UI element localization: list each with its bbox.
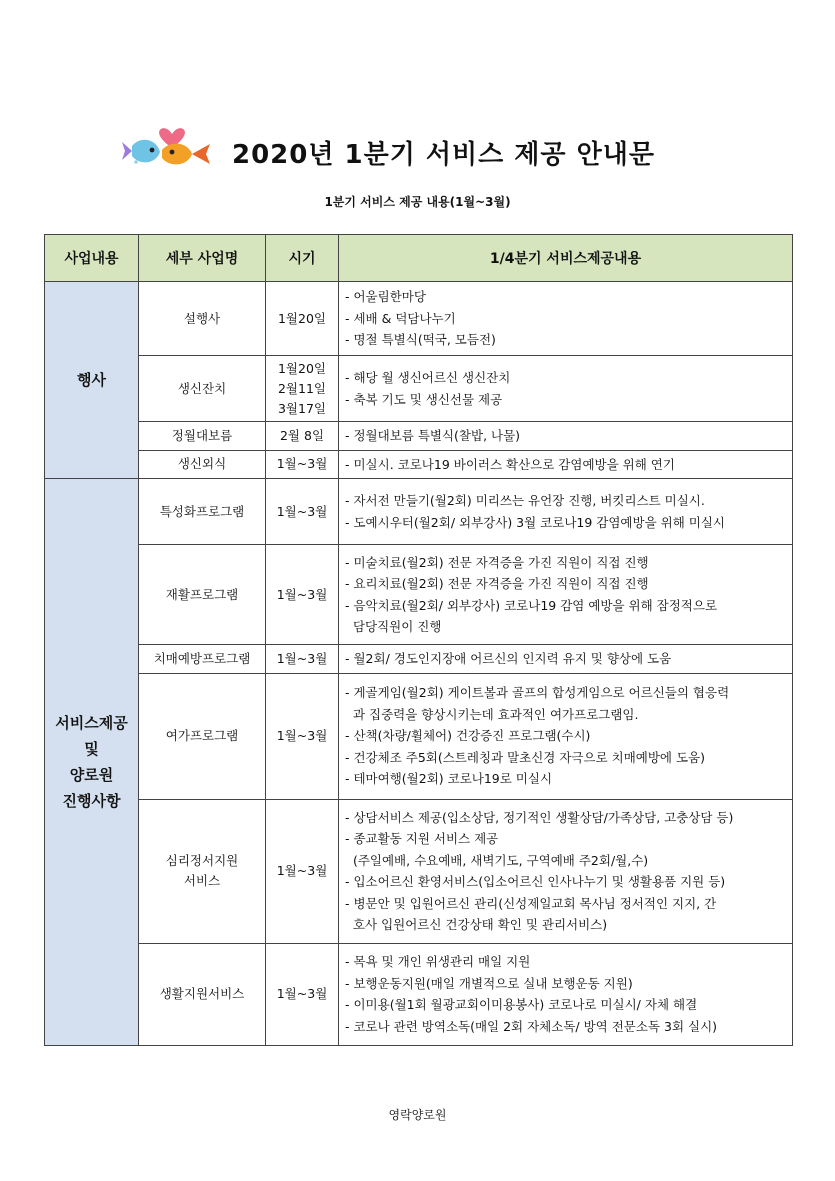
- content-item: - 병문안 및 입원어르신 관리(신성제일교회 목사님 정서적인 지지, 간: [345, 895, 717, 911]
- content-item: 담당직원이 진행: [345, 619, 442, 634]
- program-name: 설행사: [183, 310, 221, 326]
- table-row: [45, 356, 793, 422]
- content-item: - 건강체조 주5회(스트레칭과 말초신경 자극으로 치매예방에 도움): [345, 749, 706, 765]
- content-item: - 도예시우터(월2회/ 외부강사) 3월 코로나19 감염예방을 위해 미실시: [345, 514, 725, 530]
- content-item: 호사 입원어르신 건강상태 확인 및 관리서비스): [345, 917, 608, 932]
- content-item: (주일예배, 수요예배, 새벽기도, 구역예배 주2회/월,수): [345, 852, 649, 868]
- content-item: - 자서전 만들기(월2회) 미리쓰는 유언장 진행, 버킷리스트 미실시.: [345, 493, 705, 508]
- program-name-cell: [139, 799, 266, 943]
- content-item: - 정월대보름 특별식(찰밥, 나물): [345, 428, 521, 443]
- table-row: [45, 450, 793, 479]
- program-name-cell: [139, 943, 266, 1045]
- period-text: 1월~3월: [276, 986, 328, 1001]
- content-item: - 해당 월 생신어르신 생신잔치: [345, 370, 511, 385]
- program-name-cell: [139, 545, 266, 645]
- program-name: 여가프로그램: [165, 728, 239, 743]
- period-text: 2월11일: [277, 380, 326, 396]
- table-row: [45, 422, 793, 451]
- content-cell: [339, 545, 793, 645]
- program-name-cell: [139, 282, 266, 356]
- content-item: - 요리치료(월2회) 전문 자격증을 가진 직원이 직접 진행: [345, 576, 649, 591]
- period-text: 1월20일: [277, 310, 326, 326]
- period-text: 1월~3월: [276, 586, 328, 602]
- column-header-period: 시기: [266, 235, 339, 282]
- fish-heart-logo-icon: [122, 120, 222, 172]
- content-item: - 테마여행(월2회) 코로나19로 미실시: [345, 771, 553, 787]
- program-name: 생신잔치: [177, 380, 227, 396]
- table-body: [45, 282, 793, 1046]
- category-label: 서비스제공: [55, 713, 128, 732]
- program-name-cell: [139, 450, 266, 479]
- period-cell: [266, 450, 339, 479]
- period-cell: [266, 356, 339, 422]
- service-table: [44, 234, 793, 1046]
- content-item: - 목욕 및 개인 위생관리 매일 지원: [345, 954, 531, 969]
- category-cell: [45, 479, 139, 1046]
- column-header-category: 사업내용: [45, 235, 139, 282]
- program-name: 심리정서지원: [165, 853, 239, 868]
- period-text: 1월~3월: [276, 503, 328, 519]
- content-item: - 산책(차량/휠체어) 건강증진 프로그램(수시): [345, 728, 591, 744]
- program-name: 생활지원서비스: [159, 986, 245, 1001]
- program-name: 치매예방프로그램: [153, 650, 251, 666]
- period-text: 1월~3월: [276, 650, 328, 666]
- category-label: 행사: [77, 371, 106, 389]
- period-text: 1월~3월: [276, 456, 328, 472]
- category-label: 및: [84, 739, 99, 758]
- period-cell: [266, 943, 339, 1045]
- program-name-cell: [139, 479, 266, 545]
- content-item: - 이미용(월1회 월광교회이미용봉사) 코로나로 미실시/ 자체 해결: [345, 997, 698, 1012]
- program-name-cell: [139, 422, 266, 451]
- program-name: 특성화프로그램: [159, 503, 245, 519]
- program-name: 정월대보름: [171, 427, 233, 443]
- content-item: - 입소어르신 환영서비스(입소어르신 인사나누기 및 생활용품 지원 등): [345, 874, 726, 889]
- content-cell: [339, 356, 793, 422]
- content-item: - 세배 & 덕담나누기: [345, 310, 456, 326]
- table-row: [45, 545, 793, 645]
- category-cell: [45, 282, 139, 479]
- content-item: - 종교활동 지원 서비스 제공: [345, 831, 499, 846]
- content-cell: [339, 673, 793, 799]
- content-cell: [339, 450, 793, 479]
- content-item: - 축복 기도 및 생신선물 제공: [345, 391, 503, 407]
- period-cell: [266, 422, 339, 451]
- footer-org-name: 영락양로원: [388, 1108, 447, 1122]
- content-cell: [339, 422, 793, 451]
- period-cell: [266, 645, 339, 674]
- period-cell: [266, 479, 339, 545]
- document-header: [0, 120, 835, 184]
- content-item: - 보행운동지원(매일 개별적으로 실내 보행운동 지원): [345, 975, 633, 991]
- period-cell: [266, 545, 339, 645]
- period-text: 3월17일: [277, 400, 326, 416]
- column-header-content: 1/4분기 서비스제공내용: [339, 235, 793, 282]
- content-item: 과 집중력을 향상시키는데 효과적인 여가프로그램임.: [345, 706, 639, 722]
- document-subtitle: 1분기 서비스 제공 내용(1월~3월): [324, 195, 511, 209]
- program-name: 생신외식: [177, 456, 227, 472]
- period-text: 1월~3월: [276, 728, 328, 743]
- content-item: - 게골게임(월2회) 게이트볼과 골프의 합성게임으로 어르신들의 협응력: [345, 685, 730, 701]
- content-cell: [339, 282, 793, 356]
- table-row: [45, 645, 793, 674]
- content-cell: [339, 645, 793, 674]
- program-name: 재활프로그램: [165, 586, 239, 602]
- table-row: [45, 943, 793, 1045]
- period-text: 1월~3월: [276, 863, 328, 878]
- content-cell: [339, 799, 793, 943]
- content-item: - 코로나 관련 방역소독(매일 2회 자체소독/ 방역 전문소독 3회 실시): [345, 1018, 718, 1034]
- content-item: - 명절 특별식(떡국, 모듬전): [345, 332, 496, 348]
- content-item: - 음악치료(월2회/ 외부강사) 코로나19 감염 예방을 위해 잠정적으로: [345, 597, 718, 613]
- content-item: - 상담서비스 제공(입소상담, 정기적인 생활상담/가족상담, 고충상담 등): [345, 809, 734, 825]
- category-label: 진행사항: [62, 791, 121, 810]
- table-row: [45, 673, 793, 799]
- program-name-cell: [139, 673, 266, 799]
- content-item: - 미술치료(월2회) 전문 자격증을 가진 직원이 직접 진행: [345, 554, 649, 570]
- period-cell: [266, 673, 339, 799]
- table-row: [45, 282, 793, 356]
- content-item: - 미실시. 코로나19 바이러스 확산으로 감염예방을 위해 연기: [345, 456, 675, 472]
- program-name-cell: [139, 356, 266, 422]
- period-cell: [266, 282, 339, 356]
- table-header-row: [45, 235, 793, 282]
- program-name: 서비스: [183, 873, 221, 888]
- period-cell: [266, 799, 339, 943]
- column-header-program: 세부 사업명: [139, 235, 266, 282]
- content-item: - 월2회/ 경도인지장애 어르신의 인지력 유지 및 향상에 도움: [345, 651, 672, 666]
- content-cell: [339, 479, 793, 545]
- period-text: 2월 8일: [279, 427, 325, 443]
- table-row: [45, 799, 793, 943]
- program-name-cell: [139, 645, 266, 674]
- period-text: 1월20일: [277, 360, 326, 376]
- document-title: 2020년 1분기 서비스 제공 안내문: [232, 140, 655, 170]
- content-item: - 어울림한마당: [345, 289, 426, 305]
- table-row: [45, 479, 793, 545]
- content-cell: [339, 943, 793, 1045]
- category-label: 양로원: [69, 765, 114, 784]
